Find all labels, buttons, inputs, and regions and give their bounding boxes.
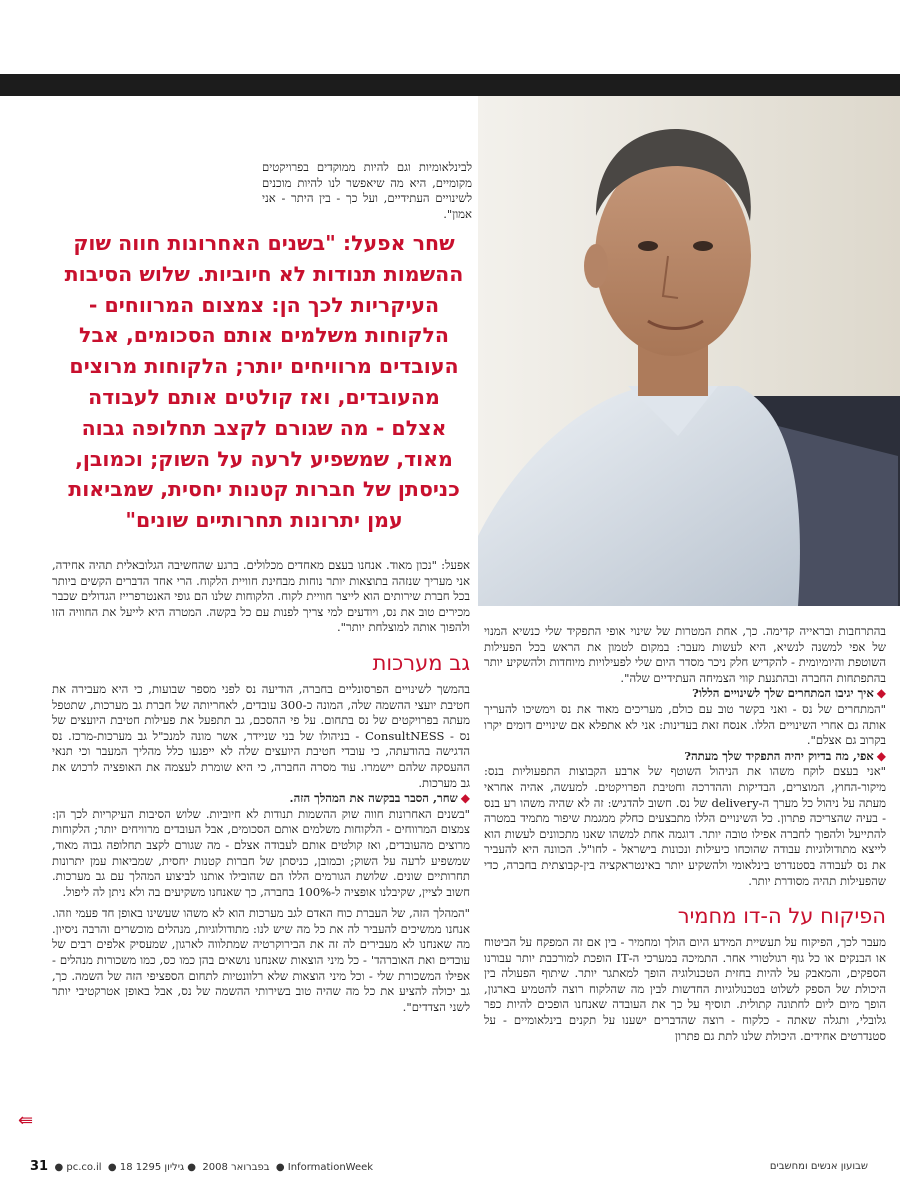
pull-quote: שחר אפעל: "בשנים האחרונות חווה שוק ההשמות תנודות לא חיוביות. שלוש הסיבות העיקריות לכך הן: צמצום המרווחים - הלקוחות משלמים אותם הסכומים, אבל העובדים מרוויחים יותר; הלקוחות מרוצים מהעובדים, ואז קולטים אותם לעבודה אצלם - מה שגורם לקצב תחלופה גבוה מאוד, שמשפיע לרעה על השוק; וכמובן, כניסתן של חברות קטנות יחסית, שמביאות עמן יתרונות תחרותיים שונים" [64, 231, 464, 533]
right-paragraph-3: "אני בעצם לוקח משהו את הניהול השוטף של ארבע הקבוצות התפעוליות בנס: מיקור-החוץ, המוצרים, הבדיקות וההדרכה וחטיבת הפרויקטים. למעשה, אהיה אחראי מעתה על ניהול כל מערך ה-delivery של נס. חשוב להדגיש: זה לא שהיה משהו רע בנס - בעיה שהצריכה פתרון. כל השינויים הללו מתבצעים כחלק ממגמת שיפור מתמיד במטרה להתייעל ולהפוך לחברה אפילו טובה יותר. דוגמה אחת למשהו שאנו מתכוונים לעשות הוא לייצא מתודולוגיות עבודה שהוכחו כיעילות ונכונות בישראל - לחו"ל. הכוונה היא להעביר את נס לעבודה בסטנדרט בינלאומי ולהשקיע יותר באינטראקציה בין-קבוצתית בחברה, כדי שהפעילות תהיה מסודרת יותר. [484, 764, 887, 888]
footer-publication: InformationWeek [287, 1161, 374, 1173]
portrait-illustration [478, 96, 900, 606]
intro-text: לבינלאומיות וגם להיות ממוקדים בפרויקטים מקומיים, היא מה שיאפשר לנו להיות מוכנים לשינויים העתידיים, ועל כך - בין היתר - אני אמון". [262, 160, 472, 221]
diamond-bullet-icon: ◆ [876, 686, 886, 701]
right-question-2-text: אפי, מה בדיוק יהיה התפקיד שלך מעתה? [684, 748, 874, 763]
footer-site: pc.co.il [66, 1161, 102, 1173]
left-paragraph-3: "בשנים האחרונות חווה שוק ההשמות תנודות לא חיוביות. שלוש הסיבות העיקריות לכך הן: צמצום המרווחים - הלקוחות משלמים אותם הסכומים, אבל העובדים מרוויחים יותר; הלקוחות מרוצים מהעובדים, ואז קולטים אותם לעבודה אצלם - מה שגורם לקצב תחלופה גבוה מאוד, שמשפיע לרעה על השוק; וכמובן, כניסתן של חברות קטנות יחסית, שמביאות עמן יתרונות תחרותיים שונים. שלושת הגורמים הללו הם שהובילו אותנו לביצוע המהלך עם גב מערכות. חשוב לציין, שקיבלנו אופציה ל-100% בחברה, כך שאנחנו משקיעים בה ולא ניתן לה ליפול. [52, 806, 470, 899]
arrow-left-icon: ⇚ [18, 1110, 34, 1131]
left-paragraph-2: בהמשך לשינויים הפרסונליים בחברה, הודיעה נס לפני מספר שבועות, כי היא מעבירה את חטיבת יועצי ההשמה שלה, המונה כ-300 עובדים, לאחריותה של חברת גב מערכות, שתטפל מעתה בפרויקטים של נס בתחום. על פי ההסכם, גב תתפעל את פעילות חטיבת היועצים של נס - ConsultNESS - בניהולו של בני שניידר, אשר מונה למנכ"ל גב מערכות-מרכז. נס הדגישה בהודעתה, כי עובדי חטיבת היועצים שלה לא ייפגעו כלל מהליך המעבר וכי תנאי ההעסקה שלהם יישמרו. עוד מסרה החברה, כי היא שומרת לעצמה את האופציה לרכוש את גב מערכות. [52, 681, 471, 790]
right-question-1-text: איך יגיבו המתחרים שלך לשינויים הללו? [692, 686, 874, 701]
left-question-1 [52, 791, 470, 807]
right-question-1 [484, 686, 886, 702]
diamond-bullet-icon: ◆ [876, 748, 886, 763]
section-heading-gav: גב מערכות [372, 650, 470, 675]
left-paragraph-4: "המהלך הזה, של העברת כוח האדם לגב מערכות הוא לא משהו שעשינו באופן חד פעמי וזהו. אנחנו ממשיכים להעביר לה את כל מה שיש לנו: מתודולוגיות, מנהלים מוכשרים והרבה ניסיון. מה שאנחנו לא מעבירים לה זה את הבירוקרטיה שמתלווה לארגון, שמעסיק אלפים רבים של עובדים ואת האוברהד' - כל מיני הוצאות שאנחנו נושאים בהן כמו כס, כמו משכורות מנהלים - אפילו המשכורת שלי - וכל מיני הוצאות שלא רלוונטיות לתחום הספציפי הזה של השמה. כך, גב יכולה להציע את כל מה שהיה טוב בשירותי ההשמה של נס, אבל באופן אטרקטיבי יותר לשני הצדדים". [52, 906, 470, 1014]
footer-tagline: שבועון אנשים ומחשבים [769, 1160, 868, 1172]
right-paragraph-4: מעבר לכך, הפיקוח על תעשיית המידע היום הולך ומחמיר - בין אם זה המפקח על הביטוח או הבנקים או כל גוף רגולטורי אחר. התמיכה במערכי ה-IT הופכת למורכבת יותר עבורנו הספקים, והמאבק על להיות בחזית הטכנולוגיה הופך למאתגר יותר. שיתוף הפעולה בין היכולת של הספק לשלוט בטכנולוגיות החדשות לבין מה שהלקוח רוצה להטמיע בארגון, הופך מיום ליום לחתונה קתולית. תוסיף על כך את העובדה שאנחנו הופכים להיות כפר גלובלי, ותגלה שאתה - כלקוח - רוצה שהדברים ישענו על תקנים בינלאומיים - על סטנדרטים אחידים. היכולת שלנו לתת גם פתרון [484, 935, 886, 1043]
intro-paragraph [262, 160, 472, 222]
footer-left: 31 ● pc.co.il ● 18 בפברואר 2008 ● גיליון 1295 ● InformationWeek [30, 1158, 374, 1174]
section-heading-oversight: הפיקוח על ה-דו מחמיר [677, 904, 886, 929]
diamond-bullet-icon: ◆ [460, 791, 470, 806]
left-question-text: שחר, הסבר בבקשה את המהלך הזה. [289, 791, 458, 806]
right-paragraph-1: בהתרחבות ובראייה קדימה. כך, אחת המטרות של שינוי אופי התפקיד שלי כנשיא המנוי של אפי למשנה לנשיא, היא לעשות מעבר: במקום לטמון את הראש בכל הפעילות השוטפת והיומיומית - להקדיש חלק ניכר מסדר היום שלי לפעילויות מיוחדות ולהשקיע יותר בהתפתחות החברה ובהתנעת קווי הצמיחה העתידיים שלה". [484, 624, 886, 685]
right-column [484, 624, 886, 1044]
right-question-2 [484, 749, 886, 765]
right-paragraph-2: "המתחרים של נס - ואני בקשר טוב עם כולם, מעריכים מאוד את נס וימשיכו להעריך אותה גם אחרי השינויים הללו. אנסח זאת בעדינות: אני לא אתפלא אם שינויים דומים יקרו בקרוב גם אצלם". [484, 701, 886, 748]
page-number: 31 [30, 1158, 49, 1174]
left-column-top [52, 558, 470, 1015]
top-black-bar [0, 74, 900, 96]
footer-date: 18 בפברואר 2008 [119, 1161, 270, 1173]
page-footer [30, 1156, 868, 1175]
footer-issue: גיליון 1295 [135, 1161, 185, 1173]
portrait-photo [478, 96, 900, 606]
left-paragraph-1: אפעל: "נכון מאוד. אנחנו בעצם מאחדים מכלולים. ברגע שהחשיבה הגלובאלית תהיה אחידה, אני מעריך שנזהה בתוצאות יותר נוחות מבחינת חוויית הלקוח. הרי אחד הדברים הקשים ביותר בכל חברת שירותים הוא לייצר חוויית לקוח. הלקוחות שלנו הם גופי האנטרפרייז הגדולים שכבר מכירים טוב את נס, ויודעים למי צריך לפנות עם כל בקשה. המטרה היא לייעל את החוויה הזו ולהפוך אותה למוצלחת יותר". [52, 558, 470, 635]
